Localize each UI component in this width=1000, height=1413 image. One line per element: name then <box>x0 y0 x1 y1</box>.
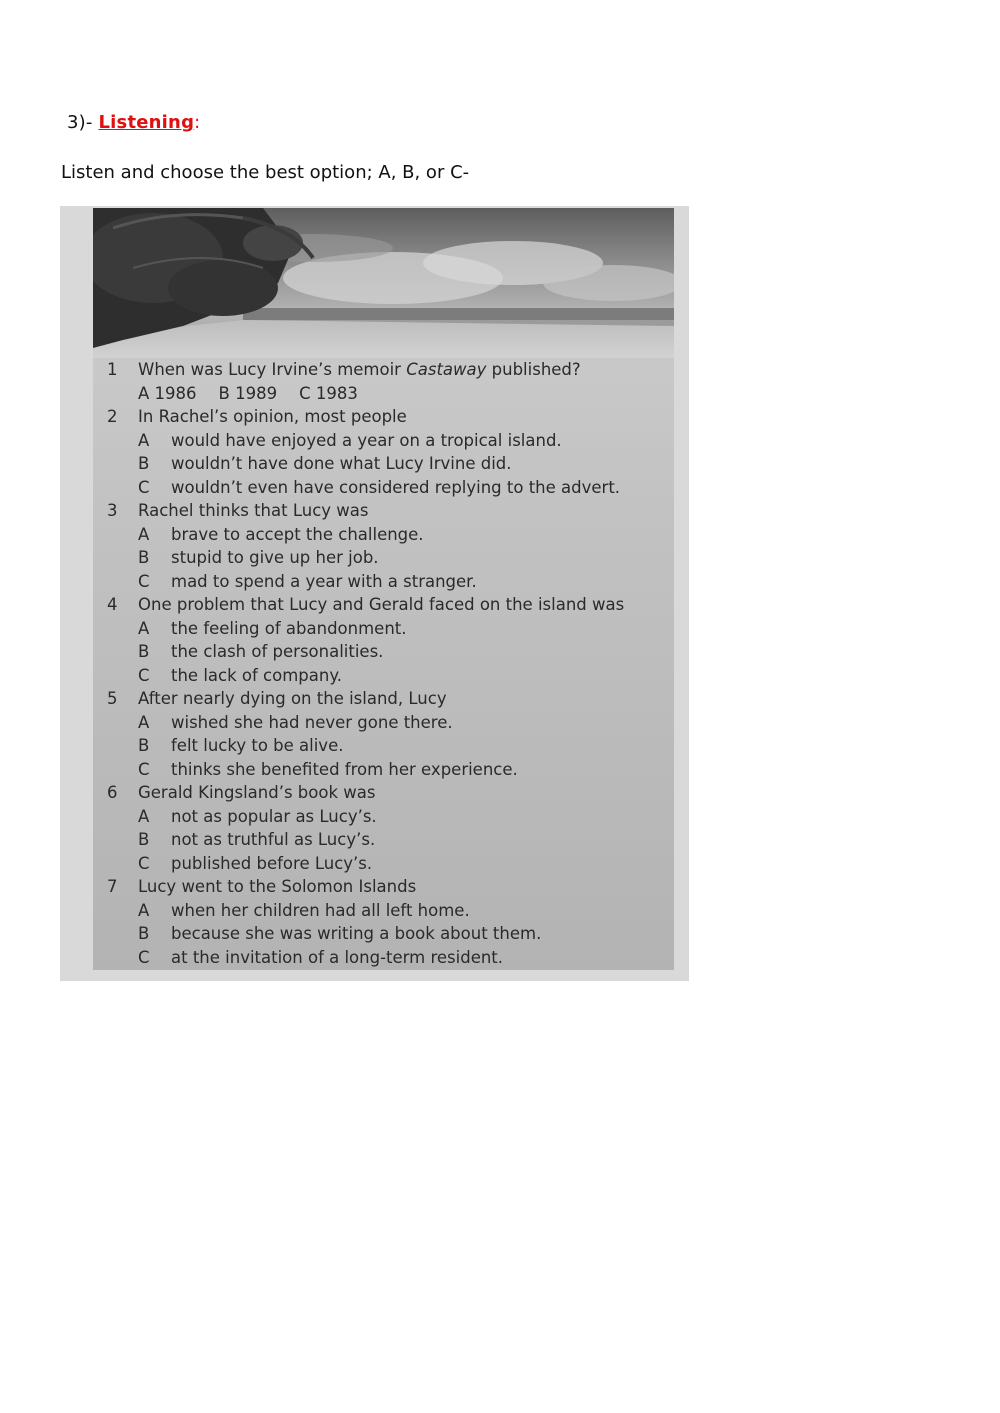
option-letter: B <box>138 454 150 473</box>
question-stem: Gerald Kingsland’s book was <box>138 783 376 802</box>
option-row <box>107 617 667 641</box>
option-letter: B <box>138 736 150 755</box>
option-row <box>107 852 667 876</box>
option-row <box>107 758 667 782</box>
question-list <box>107 358 667 969</box>
option-letter: A <box>138 712 150 732</box>
option-text: thinks she benefited from her experience. <box>171 759 518 779</box>
book-title: Castaway <box>406 360 487 379</box>
option-row <box>107 711 667 735</box>
question-1 <box>107 358 667 382</box>
option-row <box>107 828 667 852</box>
option-letter: C <box>138 947 150 967</box>
question-6 <box>107 781 667 805</box>
stem-text-end: published? <box>486 360 581 379</box>
option-letter: B <box>138 924 150 943</box>
question-4 <box>107 593 667 617</box>
question-5 <box>107 687 667 711</box>
question-number: 3 <box>107 501 118 520</box>
question-stem: In Rachel’s opinion, most people <box>138 407 407 426</box>
option-text: wouldn’t have done what Lucy Irvine did. <box>171 454 512 473</box>
option-text: when her children had all left home. <box>171 900 470 920</box>
option-text: wouldn’t even have considered replying to the advert. <box>171 477 621 497</box>
option-letter: A <box>138 618 150 638</box>
option-letter: A <box>138 524 150 544</box>
option-letter: C <box>138 477 150 497</box>
option-row <box>107 476 667 500</box>
option-letter: C <box>138 571 150 591</box>
option-letter: C <box>138 759 150 779</box>
option-text: the lack of company. <box>171 665 342 685</box>
option-row <box>107 946 667 970</box>
stem-text: When was Lucy Irvine’s memoir <box>138 360 407 379</box>
question-stem: Lucy went to the Solomon Islands <box>138 877 417 896</box>
option-letter: C <box>138 665 150 685</box>
exercise-card <box>93 208 674 970</box>
section-number: 3)- <box>67 112 99 133</box>
scanned-exercise <box>60 206 689 981</box>
option-row <box>107 640 667 664</box>
option-row <box>107 664 667 688</box>
option-text: wished she had never gone there. <box>171 712 453 732</box>
option-letter: A <box>138 430 150 450</box>
section-colon: : <box>194 112 201 133</box>
option-row <box>107 523 667 547</box>
option-row <box>107 734 667 758</box>
option-letter: A <box>138 806 150 826</box>
option-text: stupid to give up her job. <box>171 548 379 567</box>
option-text: felt lucky to be alive. <box>171 736 344 755</box>
option-row <box>107 570 667 594</box>
question-number: 4 <box>107 595 118 614</box>
option-letter: C <box>138 853 150 873</box>
question-7 <box>107 875 667 899</box>
option-row <box>107 922 667 946</box>
option-letter: B <box>138 830 150 849</box>
option-text: brave to accept the challenge. <box>171 524 424 544</box>
question-stem <box>138 358 667 382</box>
option-letter: B <box>138 548 150 567</box>
option-a: A 1986 <box>138 383 197 403</box>
question-number: 6 <box>107 783 118 802</box>
section-heading <box>67 112 200 133</box>
question-stem: After nearly dying on the island, Lucy <box>138 689 447 708</box>
option-text: published before Lucy’s. <box>171 853 373 873</box>
beach-photo-icon <box>93 208 674 358</box>
section-title: Listening <box>98 112 195 133</box>
question-number: 5 <box>107 689 118 708</box>
option-b: B 1989 <box>218 383 278 403</box>
option-text: not as popular as Lucy’s. <box>171 806 377 826</box>
question-stem: One problem that Lucy and Gerald faced on the island was <box>138 595 625 614</box>
option-c: C 1983 <box>299 383 358 403</box>
option-text: mad to spend a year with a stranger. <box>171 571 477 591</box>
beach-palm-photo <box>93 208 674 358</box>
option-row <box>107 429 667 453</box>
option-row <box>107 899 667 923</box>
option-text: the feeling of abandonment. <box>171 618 407 638</box>
option-row <box>107 805 667 829</box>
question-number: 1 <box>107 360 118 379</box>
question-number: 7 <box>107 877 118 896</box>
option-row <box>107 546 667 570</box>
option-text: the clash of personalities. <box>171 642 384 661</box>
option-row <box>107 452 667 476</box>
question-stem: Rachel thinks that Lucy was <box>138 501 369 520</box>
option-text: because she was writing a book about them. <box>171 924 542 943</box>
option-text: at the invitation of a long-term resident. <box>171 947 504 967</box>
question-number: 2 <box>107 407 118 426</box>
question-2 <box>107 405 667 429</box>
instruction-text: Listen and choose the best option; A, B, or C- <box>61 162 470 183</box>
option-text: not as truthful as Lucy’s. <box>171 830 376 849</box>
inline-options <box>107 382 667 406</box>
option-letter: B <box>138 642 150 661</box>
option-letter: A <box>138 900 150 920</box>
option-text: would have enjoyed a year on a tropical island. <box>171 430 562 450</box>
question-3 <box>107 499 667 523</box>
